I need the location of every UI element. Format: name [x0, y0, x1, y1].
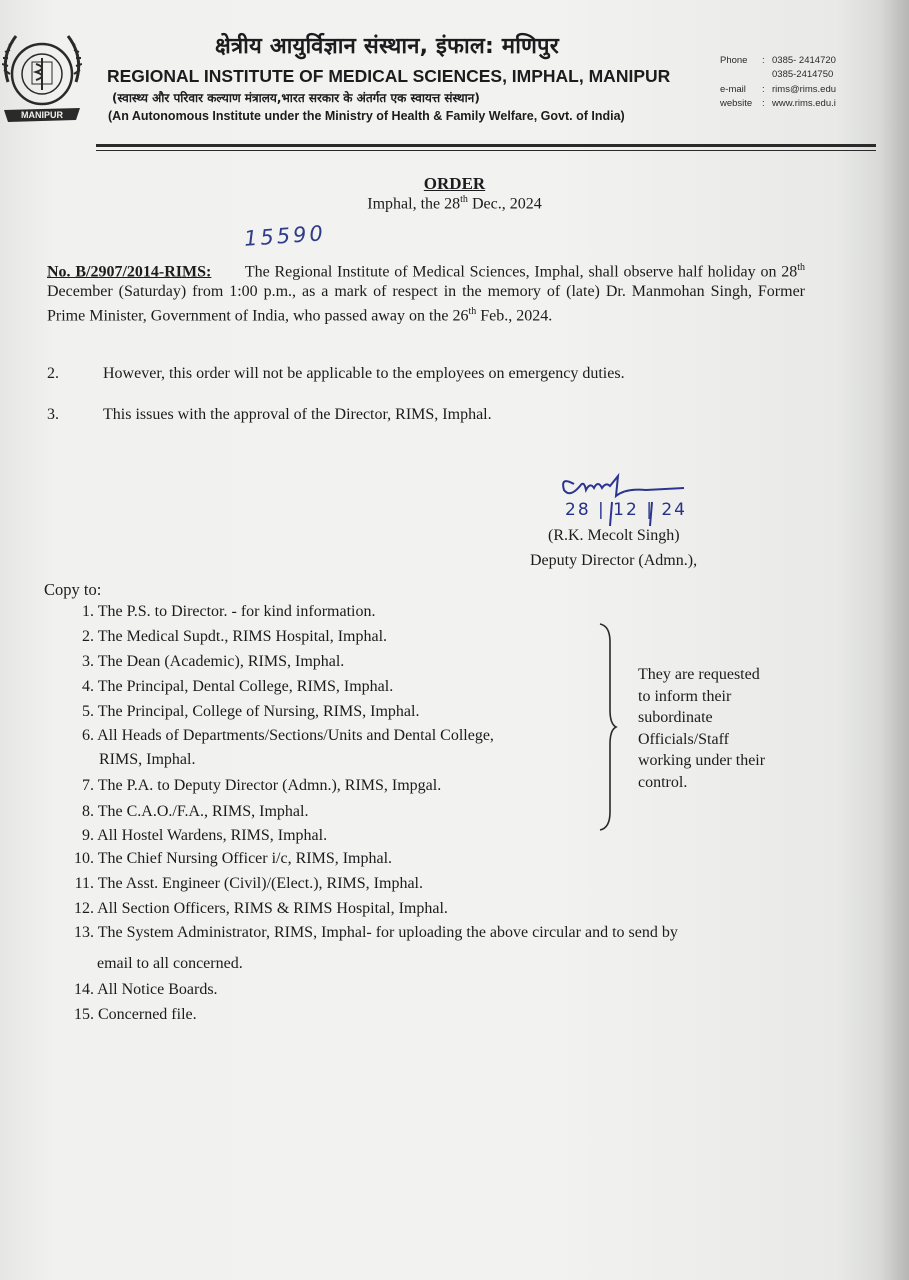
signatory-name: (R.K. Mecolt Singh) [548, 527, 680, 544]
institute-name-hindi: क्षेत्रीय आयुर्विज्ञान संस्थान, इंफाल: मणिपुर [215, 34, 559, 59]
phone-label: Phone [720, 55, 748, 66]
copy-list-item: 9. All Hostel Wardens, RIMS, Imphal. [82, 827, 328, 844]
copy-list-item: 5. The Principal, College of Nursing, RIMS, Imphal. [82, 703, 420, 720]
order-point-3: 3. This issues with the approval of the Director, RIMS, Imphal. [47, 406, 492, 423]
signature-date: 28 | 12 | 24 [565, 500, 687, 520]
copy-list-item: 3. The Dean (Academic), RIMS, Imphal. [82, 653, 345, 670]
order-reference-number: No. B/2907/2014-RIMS: [47, 263, 212, 281]
header-rule-thin [96, 150, 876, 151]
rims-logo [2, 22, 82, 122]
copy-list-item: 15. Concerned file. [74, 1006, 197, 1023]
email-address: rims@rims.edu [772, 84, 837, 95]
copy-list-item: 13. The System Administrator, RIMS, Imphal- for uploading the above circular and to send by [74, 924, 678, 941]
order-date: Imphal, the 28th Dec., 2024 [367, 194, 542, 213]
copy-list-item: 1. The P.S. to Director. - for kind information. [82, 603, 376, 620]
email-label: e-mail [720, 84, 746, 95]
copy-list-item-continuation: RIMS, Imphal. [99, 751, 196, 768]
order-point-2: 2. However, this order will not be applicable to the employees on emergency duties. [47, 365, 625, 382]
institute-subtitle-hindi: (स्वास्थ्य और परिवार कल्याण मंत्रालय,भारत सरकार के अंतर्गत एक स्वायत्त संस्थान) [112, 91, 480, 105]
order-body-paragraph: No. B/2907/2014-RIMS: The Regional Institute of Medical Sciences, Imphal, shall observe half holiday on 28th December (Saturday) from 1:00 p.m., as a mark of respect in the memory of (late) Dr. Manmohan Singh, Former Prime Minister, Government of India, who passed away on the 26th Feb., 2024. [47, 262, 806, 325]
copy-list-item: 2. The Medical Supdt., RIMS Hospital, Imphal. [82, 628, 388, 645]
logo-ribbon-text: MANIPUR [21, 110, 63, 120]
copy-list-item: 14. All Notice Boards. [74, 981, 218, 998]
phone-number-1: 0385- 2414720 [772, 55, 836, 66]
right-curly-brace [598, 622, 618, 832]
copy-to-label: Copy to: [44, 580, 102, 599]
signatory-designation: Deputy Director (Admn.), [530, 552, 698, 569]
copy-list-item-continuation: email to all concerned. [97, 955, 243, 972]
institute-subtitle-english: (An Autonomous Institute under the Ministry of Health & Family Welfare, Govt. of India) [108, 109, 625, 123]
institute-name-english: REGIONAL INSTITUTE OF MEDICAL SCIENCES, IMPHAL, MANIPUR [107, 66, 671, 86]
phone-number-2: 0385-2414750 [772, 68, 834, 80]
copy-list-item: 4. The Principal, Dental College, RIMS, Imphal. [82, 678, 394, 695]
website-label: website [720, 97, 753, 109]
copy-list-item: 11. The Asst. Engineer (Civil)/(Elect.), RIMS, Imphal. [74, 875, 423, 892]
copy-list-item: 8. The C.A.O./F.A., RIMS, Imphal. [82, 803, 309, 820]
order-heading: ORDER [423, 174, 486, 193]
copy-list-item: 7. The P.A. to Deputy Director (Admn.), RIMS, Impgal. [82, 777, 442, 794]
header-rule-thick [96, 144, 876, 147]
website-url: www.rims.edu.i [772, 97, 836, 109]
handwritten-dispatch-number: 15590 [243, 221, 327, 251]
copy-list-item: 12. All Section Officers, RIMS & RIMS Hospital, Imphal. [74, 900, 448, 917]
brace-note: They are requested to inform their subordinate Officials/Staff working under their control. [638, 666, 766, 791]
copy-list-item: 10. The Chief Nursing Officer i/c, RIMS, Imphal. [74, 850, 393, 867]
copy-list-item: 6. All Heads of Departments/Sections/Units and Dental College, [82, 727, 494, 744]
contact-block: Phone : 0385- 2414720 0385-2414750 e-mail : rims@rims.edu website : www.rims.edu.i [720, 55, 837, 109]
